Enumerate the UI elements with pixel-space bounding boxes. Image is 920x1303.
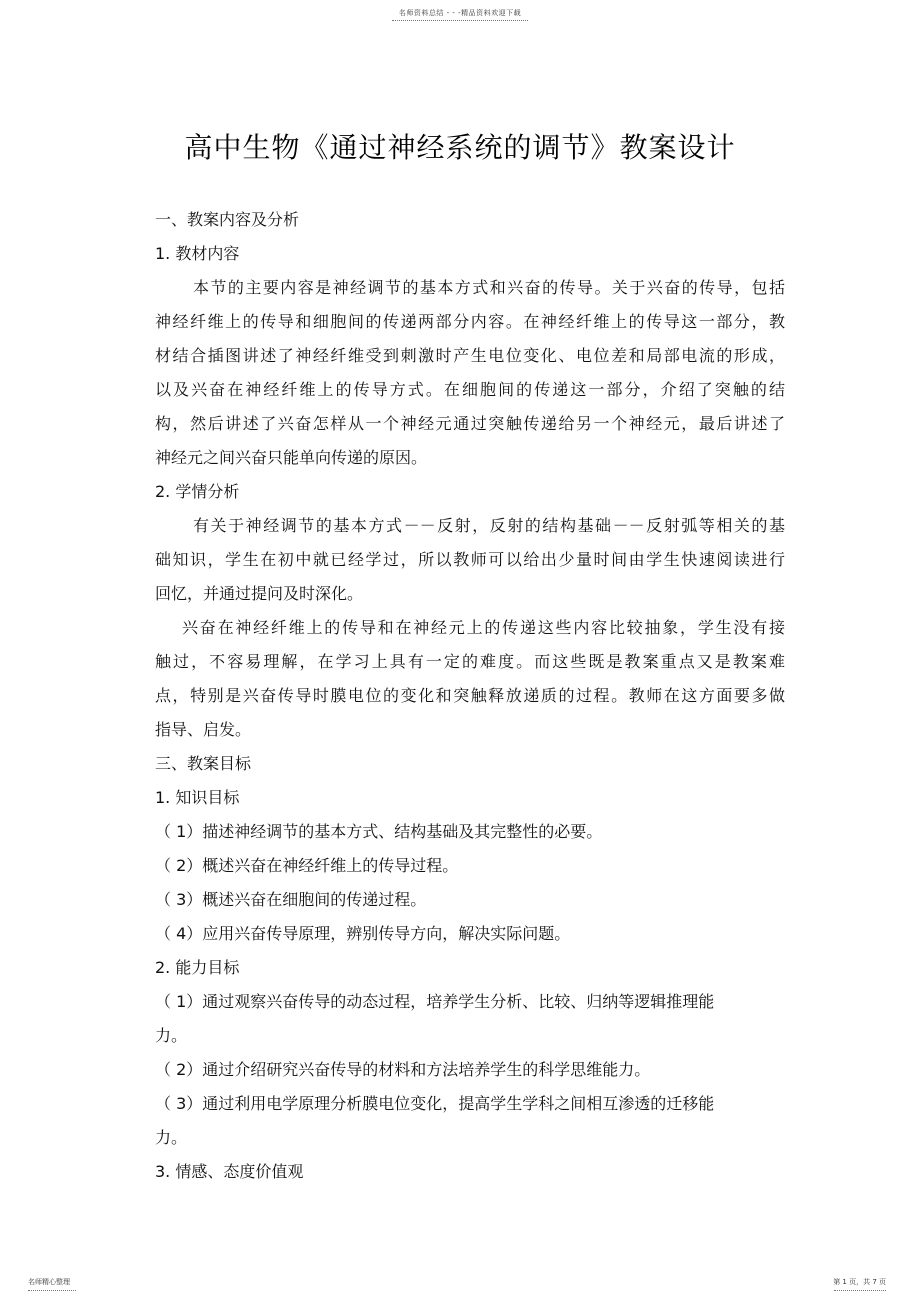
paragraph-line: 神经纤维上的传导和细胞间的传递两部分内容。在神经纤维上的传导这一部分，教 [155, 312, 785, 331]
paragraph-line: 以及兴奋在神经纤维上的传导方式。在细胞间的传递这一部分，介绍了突触的结 [155, 380, 785, 399]
subheading-knowledge-objectives: 1. 知识目标 [155, 788, 240, 807]
paragraph-line: 触过，不容易理解，在学习上具有一定的难度。而这些既是教案重点又是教案难 [155, 652, 785, 671]
paragraph-line: 材结合插图讲述了神经纤维受到刺激时产生电位变化、电位差和局部电流的形成， [155, 346, 785, 365]
subheading-teaching-material: 1. 教材内容 [155, 244, 240, 263]
paragraph-line: 构，然后讲述了兴奋怎样从一个神经元通过突触传递给另一个神经元，最后讲述了 [155, 414, 785, 433]
document-body [155, 203, 785, 1189]
paragraph-line: 有关于神经调节的基本方式－－反射，反射的结构基础－－反射弧等相关的基 [193, 516, 785, 535]
footer-right-divider [834, 1290, 886, 1291]
list-item: （ 1）通过观察兴奋传导的动态过程，培养学生分析、比较、归纳等逻辑推理能 [155, 992, 715, 1011]
list-item-continuation: 力。 [155, 1026, 188, 1045]
paragraph-line: 本节的主要内容是神经调节的基本方式和兴奋的传导。关于兴奋的传导，包括 [193, 278, 785, 297]
paragraph-line: 神经元之间兴奋只能单向传递的原因。 [155, 448, 428, 467]
header-divider [392, 20, 528, 23]
list-item: （ 1）描述神经调节的基本方式、结构基础及其完整性的必要。 [155, 822, 603, 841]
paragraph-line: 础知识，学生在初中就已经学过，所以教师可以给出少量时间由学生快速阅读进行 [155, 550, 785, 569]
footer-left-text: 名师精心整理 [28, 1278, 70, 1286]
footer-left-divider [28, 1290, 76, 1291]
page-number: 第 1 页，共 7 页 [833, 1278, 886, 1286]
subheading-ability-objectives: 2. 能力目标 [155, 958, 240, 977]
paragraph-line: 指导、启发。 [155, 720, 252, 739]
list-item: （ 3）通过利用电学原理分析膜电位变化，提高学生学科之间相互渗透的迁移能 [155, 1094, 715, 1113]
paragraph-line: 兴奋在神经纤维上的传导和在神经元上的传递这些内容比较抽象，学生没有接 [182, 618, 785, 637]
document-title: 高中生物《通过神经系统的调节》教案设计 [184, 131, 736, 164]
list-item: （ 4）应用兴奋传导原理，辨别传导方向，解决实际问题。 [155, 924, 571, 943]
section-heading-content-analysis: 一、教案内容及分析 [155, 210, 300, 229]
paragraph-line: 回忆，并通过提问及时深化。 [155, 584, 364, 603]
subheading-attitude-values: 3. 情感、态度价值观 [155, 1162, 304, 1181]
list-item-continuation: 力。 [155, 1128, 188, 1147]
list-item: （ 2）通过介绍研究兴奋传导的材料和方法培养学生的科学思维能力。 [155, 1060, 651, 1079]
section-heading-objectives: 三、教案目标 [155, 754, 252, 773]
page-header-text: 名师资料总结 - - -精品资料欢迎下载 [398, 9, 522, 17]
subheading-student-analysis: 2. 学情分析 [155, 482, 240, 501]
list-item: （ 3）概述兴奋在细胞间的传递过程。 [155, 890, 427, 909]
paragraph-line: 点，特别是兴奋传导时膜电位的变化和突触释放递质的过程。教师在这方面要多做 [155, 686, 785, 705]
list-item: （ 2）概述兴奋在神经纤维上的传导过程。 [155, 856, 459, 875]
